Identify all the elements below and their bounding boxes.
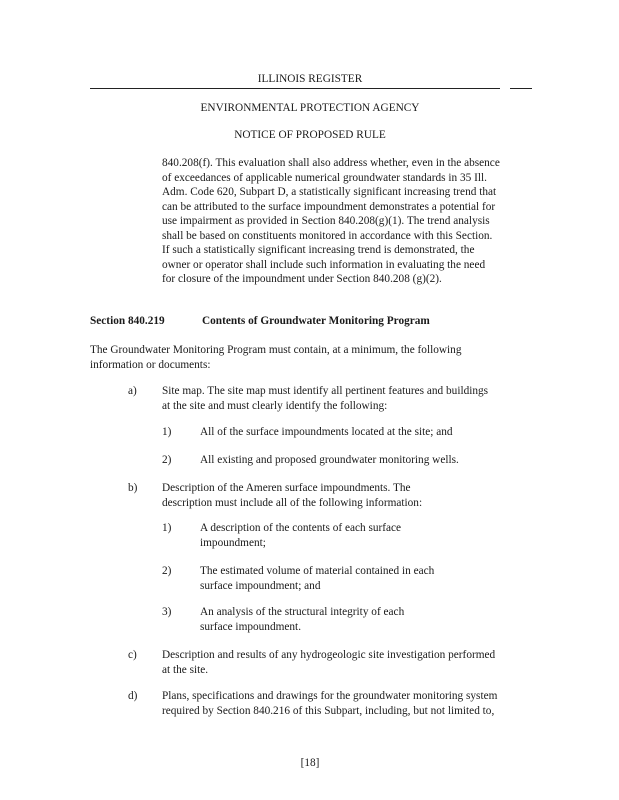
text-line: Adm. Code 620, Subpart D, a statistically significant increasing trend that — [162, 186, 497, 198]
item-b2-text — [200, 564, 434, 593]
text-line: for closure of the impoundment under Section 840.208 (g)(2). — [162, 273, 442, 285]
text-line: required by Section 840.216 of this Subpart, including, but not limited to, — [162, 704, 495, 717]
text-line: Description of the Ameren surface impoundments. The — [162, 482, 411, 494]
item-a1-label: 1) — [162, 426, 172, 438]
item-a-label: a) — [128, 385, 137, 397]
item-a2-text — [200, 453, 459, 468]
text-line: shall be based on constituents monitored in accordance with this Section. — [162, 229, 493, 242]
item-d-label: d) — [128, 690, 138, 702]
text-line: can be attributed to the surface impoundment demonstrates a potential for — [162, 200, 496, 213]
continuation-paragraph — [162, 156, 500, 287]
item-c-text — [162, 648, 495, 677]
section-number: Section 840.219 — [90, 315, 165, 327]
text-line: Description and results of any hydrogeologic site investigation performed — [162, 649, 496, 661]
text-line: use impairment as provided in Section 840.208(g)(1). The trend analysis — [162, 215, 490, 227]
text-line: An analysis of the structural integrity of each — [200, 606, 405, 618]
item-b1-label: 1) — [162, 522, 172, 534]
text-line: owner or operator shall include such information in evaluating the need — [162, 258, 486, 271]
text-line: A description of the contents of each surface — [200, 522, 402, 534]
item-a-text — [162, 384, 488, 413]
text-line: All existing and proposed groundwater monitoring wells. — [200, 454, 459, 466]
text-line: at the site. — [162, 663, 209, 676]
notice-title: NOTICE OF PROPOSED RULE — [234, 129, 386, 141]
text-line: Plans, specifications and drawings for the groundwater monitoring system — [162, 690, 498, 702]
section-intro — [90, 343, 461, 372]
section-title: Contents of Groundwater Monitoring Program — [202, 315, 430, 327]
page-number: [18] — [300, 757, 320, 769]
text-line: If such a statistically significant increasing trend is demonstrated, the — [162, 244, 475, 256]
item-a1-text — [200, 425, 453, 440]
item-a2-label: 2) — [162, 454, 172, 466]
text-line: at the site and must clearly identify the following: — [162, 399, 388, 412]
text-line: surface impoundment. — [200, 620, 302, 633]
item-b3-text — [200, 605, 404, 634]
header-rule-short — [510, 88, 532, 89]
text-line: surface impoundment; and — [200, 579, 321, 592]
text-line: The estimated volume of material contained in each — [200, 565, 435, 577]
item-b-label: b) — [128, 482, 138, 494]
text-line: description must include all of the following information: — [162, 496, 423, 509]
text-line: information or documents: — [90, 358, 211, 371]
text-line: 840.208(f). This evaluation shall also address whether, even in the absence — [162, 157, 500, 169]
item-c-label: c) — [128, 649, 137, 661]
item-b2-label: 2) — [162, 565, 172, 577]
text-line: impoundment; — [200, 536, 266, 549]
register-title: ILLINOIS REGISTER — [257, 73, 363, 85]
text-line: All of the surface impoundments located at the site; and — [200, 426, 453, 438]
text-line: Site map. The site map must identify all pertinent features and buildings — [162, 385, 489, 397]
item-d-text — [162, 689, 497, 718]
item-b-text — [162, 481, 422, 510]
text-line: of exceedances of applicable numerical groundwater standards in 35 Ill. — [162, 171, 487, 184]
item-b1-text — [200, 521, 401, 550]
text-line: The Groundwater Monitoring Program must contain, at a minimum, the following — [90, 344, 462, 356]
item-b3-label: 3) — [162, 606, 172, 618]
agency-name: ENVIRONMENTAL PROTECTION AGENCY — [200, 102, 420, 114]
header-rule — [90, 88, 500, 89]
